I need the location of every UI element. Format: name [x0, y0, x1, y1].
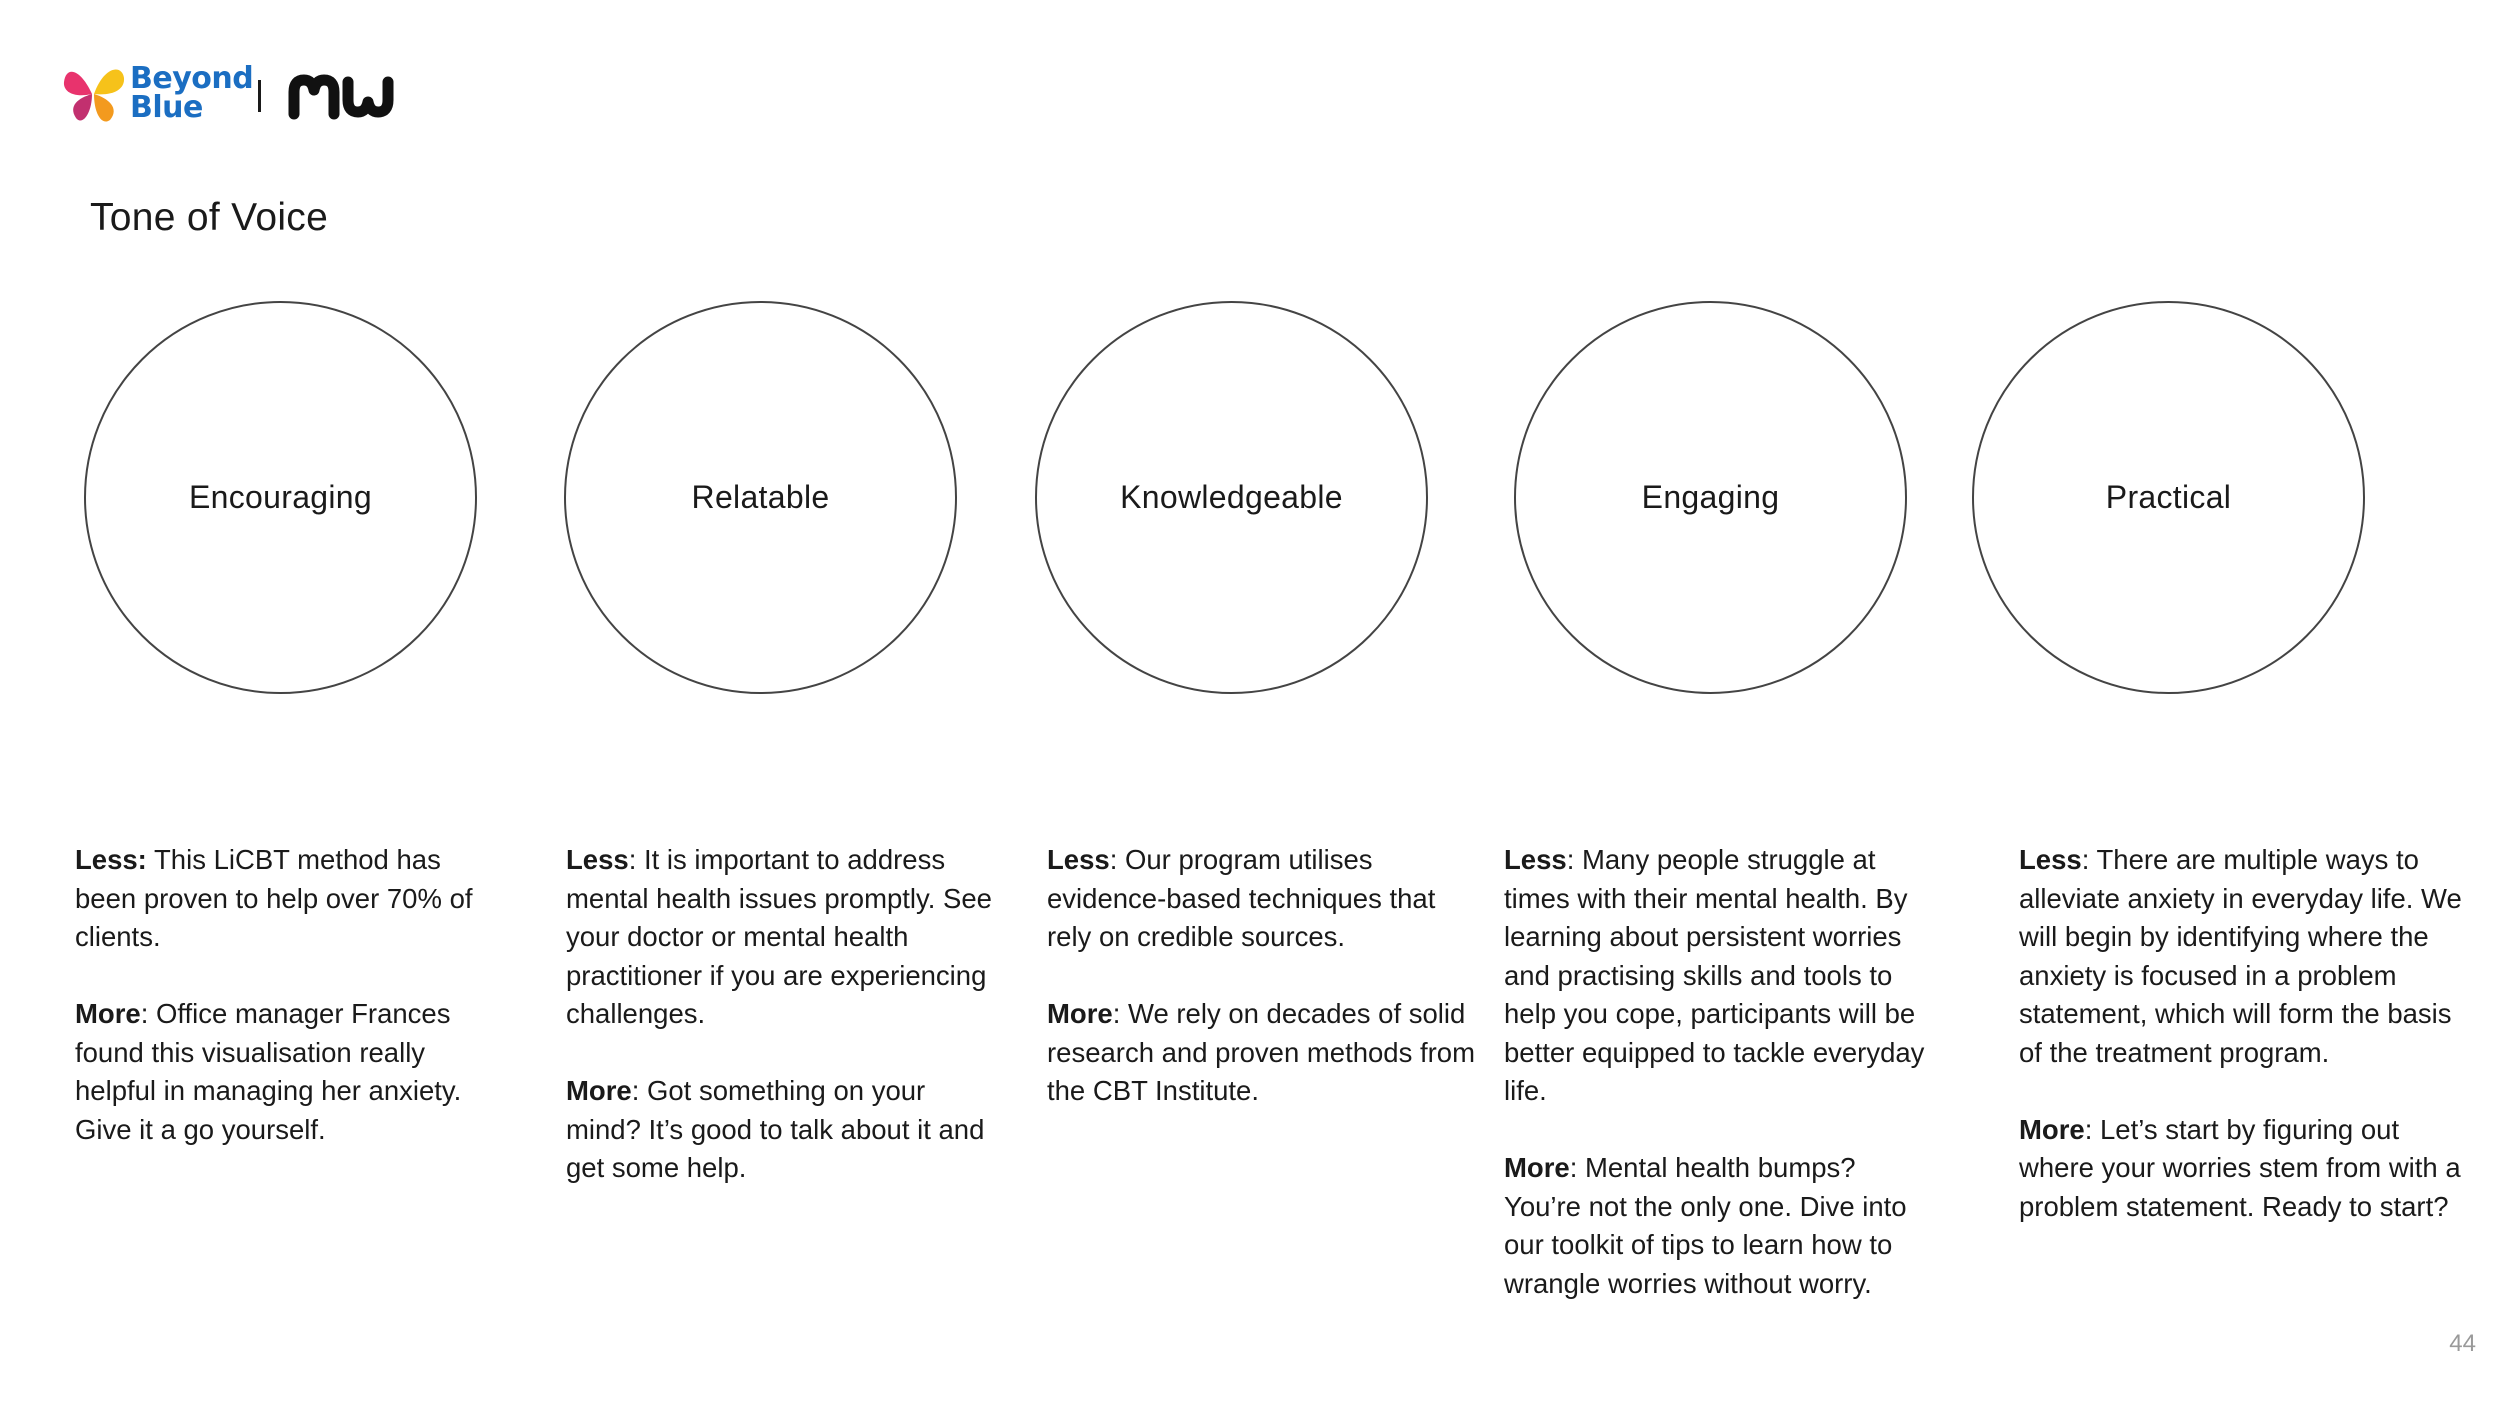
more-example	[75, 995, 505, 1149]
trait-label: Knowledgeable	[1120, 479, 1343, 515]
less-example	[1047, 841, 1477, 957]
beyond-blue-logo	[62, 55, 253, 130]
trait-circle-engaging	[1514, 301, 1907, 694]
more-example	[566, 1072, 996, 1188]
less-text: : There are multiple ways to alleviate anxiety in everyday life. We will begin by identifying where the anxiety is focused in a problem statement, which will form the basis of the treatment program.	[2019, 844, 2462, 1068]
example-column-encouraging	[75, 841, 505, 1149]
trait-label: Relatable	[691, 479, 830, 515]
trait-circle-relatable	[564, 301, 957, 694]
less-label: Less	[1504, 844, 1567, 875]
more-label: More	[566, 1075, 632, 1106]
trait-circle-encouraging	[84, 301, 477, 694]
trait-label: Practical	[2105, 479, 2232, 515]
butterfly-icon	[62, 60, 126, 126]
example-column-engaging	[1504, 841, 1934, 1303]
trait-label: Encouraging	[189, 479, 372, 515]
less-label: Less:	[75, 844, 147, 875]
logo-text-line2: Blue	[130, 89, 203, 125]
more-text: : Let’s start by figuring out where your worries stem from with a problem statement. Ready to start?	[2019, 1113, 2461, 1222]
page-title: Tone of Voice	[90, 196, 329, 239]
less-text: : Many people struggle at times with their mental health. By learning about persistent worries and practising skills and tools to help you cope, participants will be better equipped to tackle everyday life.	[1504, 844, 1925, 1106]
example-column-practical	[2019, 841, 2469, 1226]
more-text: : Office manager Frances found this visualisation really helpful in managing her anxiety. Give it a go yourself.	[75, 998, 462, 1145]
less-text: : It is important to address mental health issues promptly. See your doctor or mental health practitioner if you are experiencing challenges.	[566, 844, 992, 1029]
mw-logo-icon	[288, 70, 398, 122]
logo-divider	[258, 80, 261, 112]
trait-circle-knowledgeable	[1035, 301, 1428, 694]
trait-label: Engaging	[1641, 479, 1780, 515]
less-label: Less	[566, 844, 629, 875]
logo-text-line1: Beyond	[130, 60, 254, 96]
more-text: : Mental health bumps? You’re not the only one. Dive into our toolkit of tips to learn how to wrangle worries without worry.	[1504, 1152, 1907, 1299]
less-example	[75, 841, 505, 957]
less-text: This LiCBT method has been proven to help over 70% of clients.	[75, 844, 473, 952]
example-column-knowledgeable	[1047, 841, 1477, 1111]
less-label: Less	[1047, 844, 1110, 875]
more-text: : Got something on your mind? It’s good to talk about it and get some help.	[566, 1075, 985, 1183]
less-example	[2019, 841, 2469, 1072]
less-example	[1504, 841, 1934, 1111]
more-example	[1504, 1149, 1934, 1303]
page-number: 44	[2449, 1330, 2476, 1357]
less-text: : Our program utilises evidence-based techniques that rely on credible sources.	[1047, 844, 1436, 952]
less-label: Less	[2019, 844, 2082, 875]
more-label: More	[1504, 1152, 1570, 1183]
less-example	[566, 841, 996, 1034]
more-text: : We rely on decades of solid research and proven methods from the CBT Institute.	[1047, 998, 1475, 1106]
more-label: More	[2019, 1113, 2085, 1145]
example-column-relatable	[566, 841, 996, 1188]
more-example	[1047, 995, 1477, 1111]
more-label: More	[1047, 998, 1113, 1029]
more-example	[2019, 1111, 2469, 1227]
more-label: More	[75, 998, 141, 1029]
trait-circle-practical	[1972, 301, 2365, 694]
